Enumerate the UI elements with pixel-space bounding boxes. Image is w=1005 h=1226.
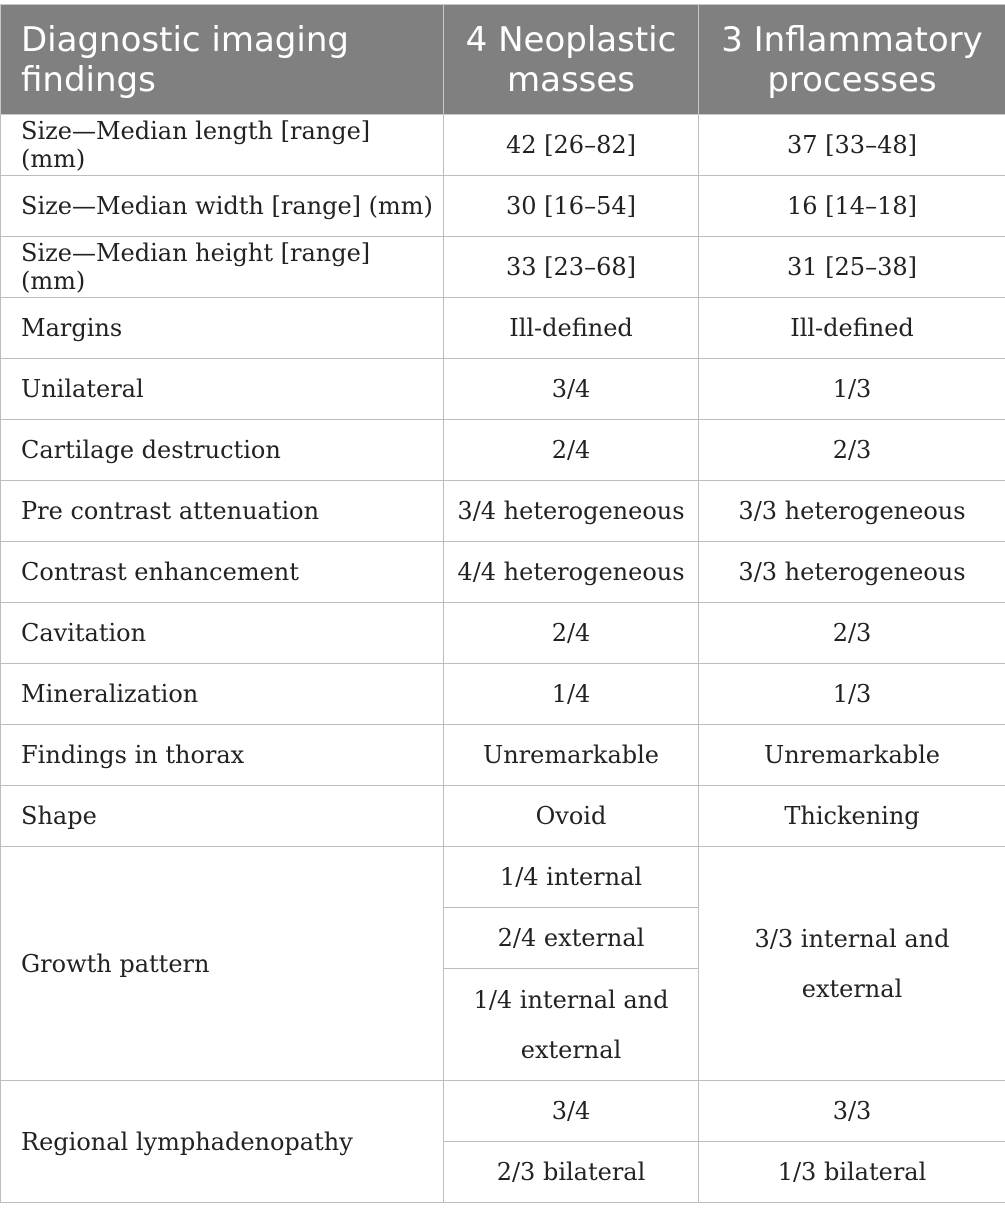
- inflammatory-value: 2/3: [699, 603, 1005, 664]
- table-row: [1, 664, 1005, 725]
- neoplastic-value: Unremarkable: [444, 725, 699, 786]
- growth-neoplastic-external: 2/4 external: [444, 908, 699, 969]
- neoplastic-value: Ill-defined: [444, 298, 699, 359]
- row-label: Margins: [1, 298, 444, 359]
- header-neoplastic: 4 Neoplastic masses: [444, 5, 699, 115]
- neoplastic-value: 42 [26–82]: [444, 115, 699, 176]
- table-row: [1, 359, 1005, 420]
- table-row: [1, 786, 1005, 847]
- row-label: Size—Median length [range] (mm): [1, 115, 444, 176]
- growth-pattern-label: Growth pattern: [1, 847, 444, 1081]
- row-label: Cavitation: [1, 603, 444, 664]
- row-label: Contrast enhancement: [1, 542, 444, 603]
- header-row: [1, 5, 1005, 115]
- row-label: Size—Median height [range] (mm): [1, 237, 444, 298]
- row-label: Cartilage destruction: [1, 420, 444, 481]
- inflammatory-value: 3/3 heterogeneous: [699, 481, 1005, 542]
- row-label: Shape: [1, 786, 444, 847]
- lymph-inflammatory-count: 3/3: [699, 1081, 1005, 1142]
- row-label: Unilateral: [1, 359, 444, 420]
- inflammatory-value: Unremarkable: [699, 725, 1005, 786]
- growth-inflammatory-value: 3/3 internal and external: [699, 847, 1005, 1081]
- row-label: Mineralization: [1, 664, 444, 725]
- lymphadenopathy-row: [1, 1081, 1005, 1142]
- growth-neoplastic-internal: 1/4 internal: [444, 847, 699, 908]
- neoplastic-value: 2/4: [444, 603, 699, 664]
- table-row: [1, 603, 1005, 664]
- neoplastic-value: 30 [16–54]: [444, 176, 699, 237]
- header-inflammatory: 3 Inflammatory processes: [699, 5, 1005, 115]
- table-row: [1, 176, 1005, 237]
- inflammatory-value: 16 [14–18]: [699, 176, 1005, 237]
- inflammatory-value: 31 [25–38]: [699, 237, 1005, 298]
- neoplastic-value: 4/4 heterogeneous: [444, 542, 699, 603]
- row-label: Findings in thorax: [1, 725, 444, 786]
- row-label: Pre contrast attenuation: [1, 481, 444, 542]
- table-row: [1, 298, 1005, 359]
- inflammatory-value: 3/3 heterogeneous: [699, 542, 1005, 603]
- lymph-neoplastic-count: 3/4: [444, 1081, 699, 1142]
- findings-table: [0, 4, 1005, 1203]
- table-row: [1, 420, 1005, 481]
- inflammatory-value: Ill-defined: [699, 298, 1005, 359]
- neoplastic-value: 3/4 heterogeneous: [444, 481, 699, 542]
- row-label: Size—Median width [range] (mm): [1, 176, 444, 237]
- lymphadenopathy-label: Regional lymphadenopathy: [1, 1081, 444, 1203]
- table-row: [1, 115, 1005, 176]
- neoplastic-value: 33 [23–68]: [444, 237, 699, 298]
- neoplastic-value: 1/4: [444, 664, 699, 725]
- neoplastic-value: 2/4: [444, 420, 699, 481]
- neoplastic-value: Ovoid: [444, 786, 699, 847]
- growth-neoplastic-both: 1/4 internal and external: [444, 969, 699, 1081]
- inflammatory-value: Thickening: [699, 786, 1005, 847]
- table-row: [1, 237, 1005, 298]
- inflammatory-value: 1/3: [699, 664, 1005, 725]
- inflammatory-value: 37 [33–48]: [699, 115, 1005, 176]
- neoplastic-value: 3/4: [444, 359, 699, 420]
- lymph-inflammatory-bilateral: 1/3 bilateral: [699, 1142, 1005, 1203]
- growth-pattern-row: [1, 847, 1005, 908]
- inflammatory-value: 1/3: [699, 359, 1005, 420]
- lymph-neoplastic-bilateral: 2/3 bilateral: [444, 1142, 699, 1203]
- table-row: [1, 481, 1005, 542]
- table-row: [1, 725, 1005, 786]
- inflammatory-value: 2/3: [699, 420, 1005, 481]
- table-row: [1, 542, 1005, 603]
- header-findings: Diagnostic imaging findings: [1, 5, 444, 115]
